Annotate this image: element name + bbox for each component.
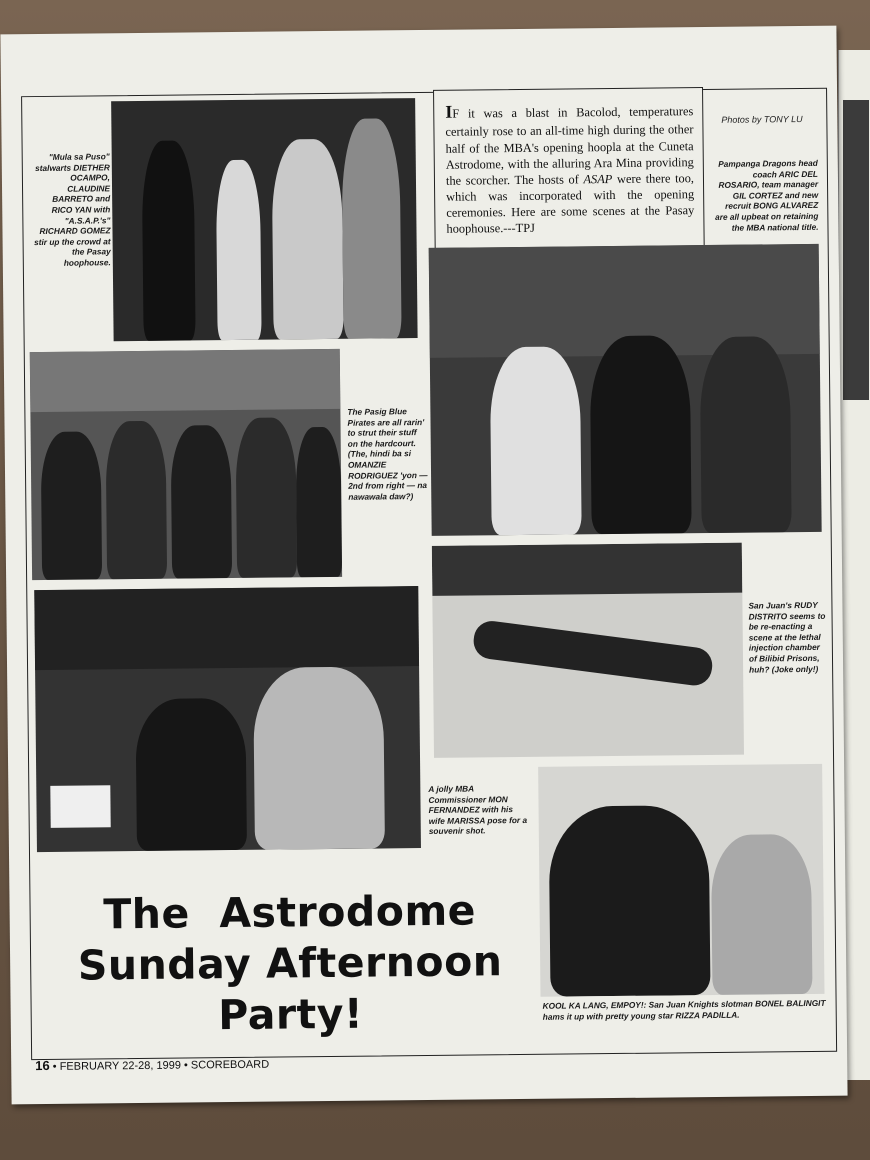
photo-rudy-distrito <box>432 543 744 758</box>
photo-bonel-rizza <box>538 764 824 997</box>
page-headline <box>39 885 541 1043</box>
photo-pasig-players <box>30 349 342 580</box>
page-folio <box>35 1056 269 1073</box>
photo-commissioner <box>34 586 421 852</box>
page-number: 16 <box>35 1057 50 1074</box>
caption-commissioner: A jolly MBA Commissioner MON FERNANDEZ with his wife MARISSA pose for a souvenir shot. <box>428 783 528 837</box>
headline-line-3: Party! <box>218 989 364 1039</box>
caption-pampanga: Pampanga Dragons head coach ARIC DEL ROSARIO, team manager GIL CORTEZ and new recruit BONG ALVAREZ are all upbeat on retaining the MBA national title. <box>715 157 819 233</box>
folio-text: • FEBRUARY 22-28, 1999 • SCOREBOARD <box>49 1058 270 1073</box>
photo-credit: Photos by TONY LU <box>721 114 803 125</box>
story-part-1: F it was a blast in Bacolod, temperatures certainly rose to an all-time high during the other half of the MBA's opening hoopla at the Cuneta Astrodome, with the alluring Ara Mina providing the scorcher. The hosts of <box>445 104 694 188</box>
drop-cap: I <box>445 101 453 122</box>
caption-san-juan: San Juan's RUDY DISTRITO seems to be re-enacting a scene at the lethal injection chamber of Bilibid Prisons, huh? (Joke only!) <box>748 599 826 675</box>
story-emphasis: ASAP <box>583 171 613 187</box>
caption-pasig: The Pasig Blue Pirates are all rarin' to strut their stuff on the hardcourt. (The, hindi ba si OMANZIE RODRIGUEZ 'yon — 2nd from right — na nawawala daw?) <box>347 406 428 502</box>
magazine-page <box>0 26 847 1105</box>
caption-hosts: "Mula sa Puso" stalwarts DIETHER OCAMPO, CLAUDINE BARRETO and RICO YAN with "A.S.A.P.'s" RICHARD GOMEZ stir up the crowd at the Pasay hoophouse. <box>34 151 111 268</box>
story-part-2: were there too, which was incorporated with the opening ceremonies. Here are some scenes at the Pasay hoophouse.---TPJ <box>446 170 695 236</box>
photo-hosts-stage <box>111 98 417 341</box>
caption-kool: KOOL KA LANG, EMPOY!: San Juan Knights slotman BONEL BALINGIT hams it up with pretty young star RIZZA PADILLA. <box>542 997 826 1022</box>
headline-line-1: The Astrodome <box>103 886 477 939</box>
headline-line-2: Sunday Afternoon <box>77 937 503 990</box>
photo-pampanga-coaches <box>429 244 822 536</box>
